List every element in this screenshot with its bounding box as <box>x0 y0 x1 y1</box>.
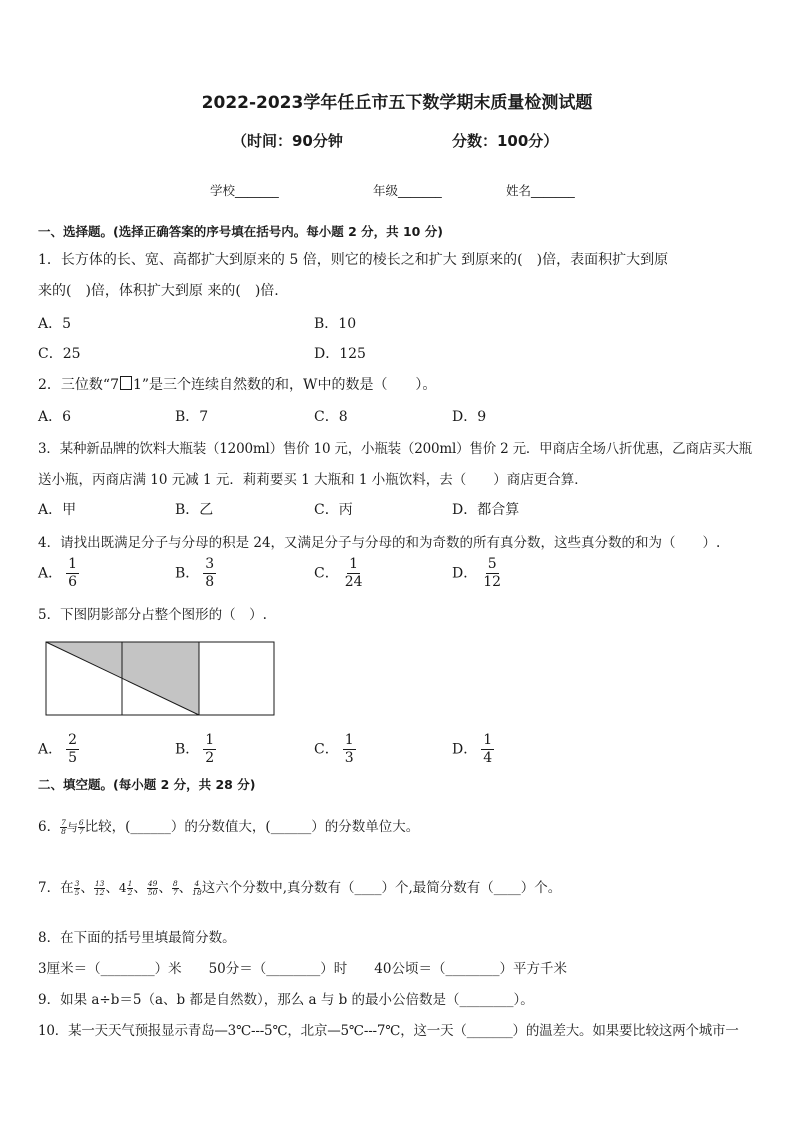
q2-option-a: A．6 <box>38 409 72 425</box>
grade-field: 年级_______ <box>373 183 442 198</box>
q4-option-d: D． $\frac{5}{12}$ <box>452 556 502 590</box>
q1-option-a: A．5 <box>38 316 72 332</box>
q5-option-c: C． $\frac{1}{3}$ <box>314 732 354 766</box>
q1-option-c: C．25 <box>38 346 81 362</box>
q6-fraction-2: $\frac{6}{7}$ <box>78 818 84 836</box>
q2-text-a: 2．三位数“7 <box>38 377 119 393</box>
q2-option-c: C．8 <box>314 409 348 425</box>
page-title: 2022-2023学年任丘市五下数学期末质量检测试题 <box>201 93 593 113</box>
question-8-blanks: 3厘米＝（________）米 50分＝（________）时 40公顷＝（________）平方千米 <box>38 961 567 977</box>
exam-time: （时间：90分钟 <box>232 132 343 150</box>
question-7: 7．在 $\frac{3}{5}$ 、 $\frac{13}{12}$ 、4 $\frac{1}{2}$ 、 $\frac{49}{50}$ 、 $\frac{8}{7}$ 、 $\frac{4}{18}$ 这六个分数中,真分数有（____）个,最简分数有（____）个。 <box>38 879 562 897</box>
q4-fraction-a: $\frac{1}{6}$ <box>68 556 78 590</box>
question-6: 6． $\frac{7}{8}$ 与 $\frac{6}{7}$ 比较，(______）的分数值大，(______）的分数单位大。 <box>38 818 420 836</box>
q3-option-c: C．丙 <box>314 502 353 518</box>
question-3-line1: 3．某种新品牌的饮料大瓶装（1200ml）售价 10 元，小瓶装（200ml）售价 2 元．甲商店全场八折优惠，乙商店买大瓶 <box>38 441 752 457</box>
q5-fraction-d: $\frac{1}{4}$ <box>483 732 493 766</box>
q4-option-a: A． $\frac{1}{6}$ <box>38 556 78 590</box>
q1-option-d: D．125 <box>314 346 366 362</box>
question-3-line2: 送小瓶，丙商店满 10 元减 1 元．莉莉要买 1 大瓶和 1 小瓶饮料，去（ ）商店更合算． <box>38 472 588 488</box>
q2-text-b: 1”是三个连续自然数的和，W中的数是（ ）。 <box>132 377 437 393</box>
q7-fraction-3: $\frac{1}{2}$ <box>127 879 133 897</box>
q4-fraction-b: $\frac{3}{8}$ <box>205 556 215 590</box>
q5-option-b: B． $\frac{1}{2}$ <box>175 732 215 766</box>
question-5: 5．下图阴影部分占整个图形的（ ）. <box>38 607 267 623</box>
q4-option-b: B． $\frac{3}{8}$ <box>175 556 215 590</box>
q5-fraction-c: $\frac{1}{3}$ <box>344 732 354 766</box>
q7-fraction-6: $\frac{4}{18}$ <box>192 879 202 897</box>
question-1-line1: 1．长方体的长、宽、高都扩大到原来的 5 倍，则它的棱长之和扩大 到原来的( )倍，表面积扩大到原 <box>38 252 669 268</box>
q2-option-b: B．7 <box>175 409 209 425</box>
q4-fraction-d: $\frac{5}{12}$ <box>483 556 502 590</box>
q7-fraction-2: $\frac{13}{12}$ <box>94 879 105 897</box>
question-9: 9．如果 a÷b＝5（a、b 都是自然数），那么 a 与 b 的最小公倍数是（________）。 <box>38 992 534 1008</box>
q5-option-a: A． $\frac{2}{5}$ <box>38 732 78 766</box>
q5-option-d: D． $\frac{1}{4}$ <box>452 732 493 766</box>
q5-shaded-figure <box>44 640 278 718</box>
question-4: 4．请找出既满足分子与分母的积是 24，又满足分子与分母的和为奇数的所有真分数，这些真分数的和为（ ）. <box>38 535 721 551</box>
exam-score: 分数：100分） <box>452 132 559 150</box>
q5-fraction-a: $\frac{2}{5}$ <box>68 732 78 766</box>
school-field: 学校_______ <box>210 183 279 198</box>
q3-option-b: B．乙 <box>175 502 214 518</box>
q6-fraction-1: $\frac{7}{8}$ <box>61 818 66 836</box>
name-field: 姓名_______ <box>506 183 575 198</box>
q4-fraction-c: $\frac{1}{24}$ <box>344 556 363 590</box>
q7-fraction-5: $\frac{8}{7}$ <box>172 879 178 897</box>
q4-option-c: C． $\frac{1}{24}$ <box>314 556 363 590</box>
question-2 <box>38 374 436 394</box>
section-2-title: 二、填空题。(每小题 2 分，共 28 分) <box>38 777 256 792</box>
q3-option-d: D．都合算 <box>452 502 520 518</box>
q3-option-a: A．甲 <box>38 502 77 518</box>
blank-box-icon <box>120 376 132 390</box>
section-1-title: 一、选择题。(选择正确答案的序号填在括号内。每小题 2 分，共 10 分) <box>38 224 443 239</box>
question-1-line2: 来的( )倍，体积扩大到原 来的( )倍. <box>38 283 279 299</box>
q7-fraction-4: $\frac{49}{50}$ <box>147 879 158 897</box>
q7-fraction-1: $\frac{3}{5}$ <box>74 879 80 897</box>
q1-option-b: B．10 <box>314 316 357 332</box>
q5-fraction-b: $\frac{1}{2}$ <box>205 732 215 766</box>
question-8: 8．在下面的括号里填最简分数。 <box>38 930 236 946</box>
question-10: 10．某一天天气预报显示青岛—3℃---5℃，北京—5℃---7℃，这一天（_______）的温差大。如果要比较这两个城市一 <box>38 1023 739 1039</box>
q2-option-d: D．9 <box>452 409 487 425</box>
